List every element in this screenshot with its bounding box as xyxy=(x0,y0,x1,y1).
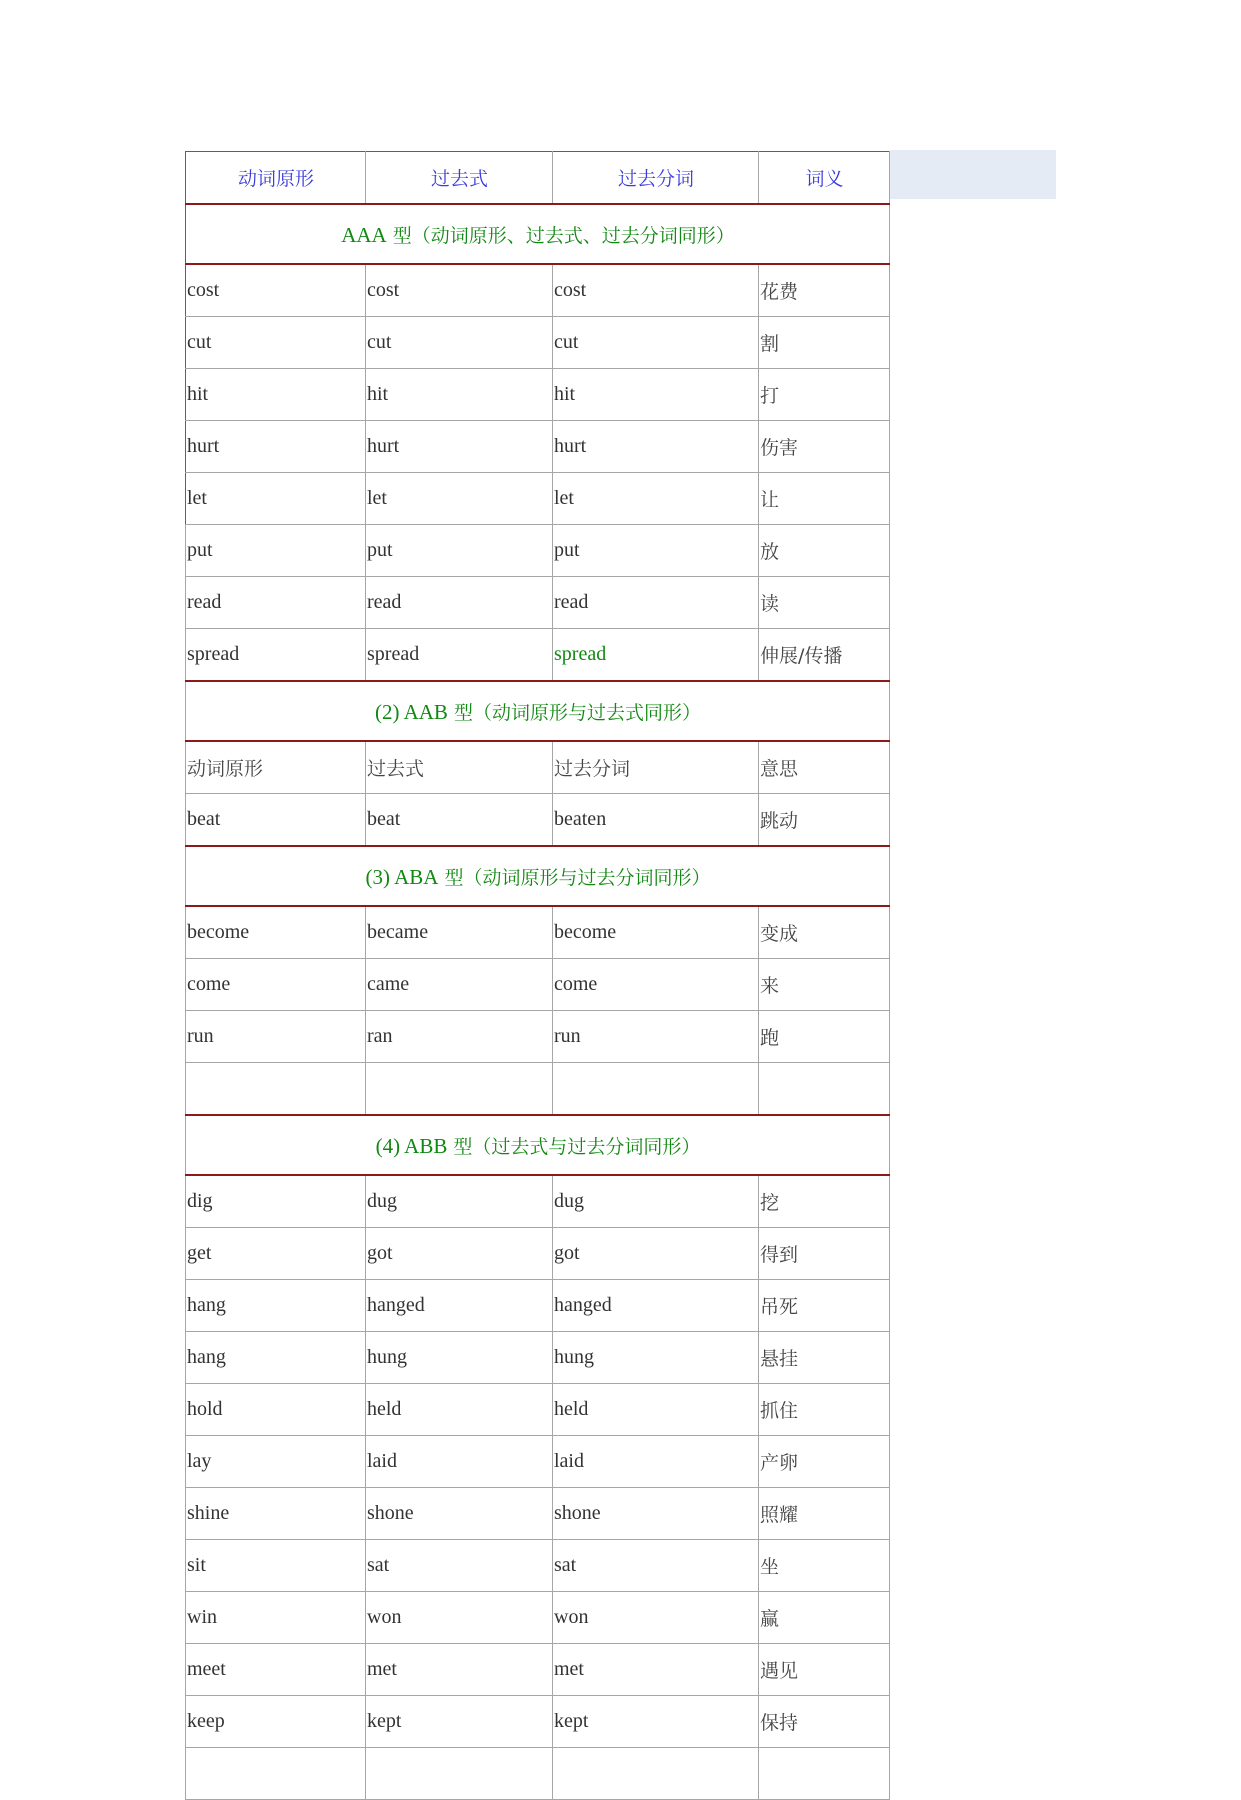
past-tense-cell: became xyxy=(366,906,553,959)
empty-cell xyxy=(186,1063,366,1116)
base-form-cell: spread xyxy=(186,629,366,682)
table-row xyxy=(186,1540,890,1592)
base-form-cell: come xyxy=(186,959,366,1011)
meaning-cell: 挖 xyxy=(759,1175,890,1228)
past-tense-cell: sat xyxy=(366,1540,553,1592)
meaning-cell: 割 xyxy=(759,317,890,369)
table-row xyxy=(186,317,890,369)
past-participle-cell: sat xyxy=(553,1540,759,1592)
meaning-cell: 花费 xyxy=(759,264,890,317)
section-title xyxy=(186,681,890,741)
table-row xyxy=(186,525,890,577)
past-tense-cell: cut xyxy=(366,317,553,369)
meaning-cell: 悬挂 xyxy=(759,1332,890,1384)
past-tense-cell: shone xyxy=(366,1488,553,1540)
past-participle-cell: met xyxy=(553,1644,759,1696)
past-tense-cell: 过去式 xyxy=(366,741,553,794)
table-row xyxy=(186,1696,890,1748)
past-participle-cell: spread xyxy=(553,629,759,682)
past-participle-cell: become xyxy=(553,906,759,959)
meaning-cell: 放 xyxy=(759,525,890,577)
past-tense-cell: cost xyxy=(366,264,553,317)
table-row xyxy=(186,1644,890,1696)
past-participle-cell: cut xyxy=(553,317,759,369)
past-participle-cell: hurt xyxy=(553,421,759,473)
table-row xyxy=(186,1332,890,1384)
past-participle-cell: won xyxy=(553,1592,759,1644)
header-meaning: 词义 xyxy=(759,152,890,205)
base-form-cell: sit xyxy=(186,1540,366,1592)
table-row-cut-off xyxy=(186,1748,890,1800)
past-tense-cell: beat xyxy=(366,794,553,847)
meaning-cell: 意思 xyxy=(759,741,890,794)
base-form-cell: lay xyxy=(186,1436,366,1488)
table-row xyxy=(186,1592,890,1644)
base-form-cell: hit xyxy=(186,369,366,421)
past-participle-cell: put xyxy=(553,525,759,577)
irregular-verb-table xyxy=(185,151,890,1800)
table-row xyxy=(186,629,890,682)
base-form-cell: cut xyxy=(186,317,366,369)
past-tense-cell: met xyxy=(366,1644,553,1696)
section-title-en: (2) AAB xyxy=(375,699,448,724)
meaning-cell: 照耀 xyxy=(759,1488,890,1540)
base-form-cell: cost xyxy=(186,264,366,317)
section-title-en: AAA xyxy=(341,222,387,247)
past-tense-cell: let xyxy=(366,473,553,525)
empty-cell xyxy=(759,1748,890,1800)
past-participle-cell: come xyxy=(553,959,759,1011)
meaning-cell: 吊死 xyxy=(759,1280,890,1332)
past-tense-cell: spread xyxy=(366,629,553,682)
table-row xyxy=(186,577,890,629)
table-row xyxy=(186,1011,890,1063)
past-participle-cell: cost xyxy=(553,264,759,317)
table-row xyxy=(186,1280,890,1332)
header-past-tense: 过去式 xyxy=(366,152,553,205)
section-title xyxy=(186,1115,890,1175)
section-title xyxy=(186,846,890,906)
meaning-cell: 赢 xyxy=(759,1592,890,1644)
past-tense-cell: hanged xyxy=(366,1280,553,1332)
base-form-cell: hang xyxy=(186,1332,366,1384)
base-form-cell: win xyxy=(186,1592,366,1644)
past-participle-cell: 过去分词 xyxy=(553,741,759,794)
section-title-row xyxy=(186,846,890,906)
header-shade xyxy=(890,150,1056,199)
base-form-cell: keep xyxy=(186,1696,366,1748)
past-tense-cell: got xyxy=(366,1228,553,1280)
empty-cell xyxy=(553,1063,759,1116)
past-tense-cell: hit xyxy=(366,369,553,421)
table-row xyxy=(186,473,890,525)
empty-cell xyxy=(366,1063,553,1116)
section-title-en: (4) ABB xyxy=(375,1133,448,1158)
table-row xyxy=(186,1175,890,1228)
base-form-cell: hurt xyxy=(186,421,366,473)
empty-cell xyxy=(553,1748,759,1800)
table-row xyxy=(186,959,890,1011)
past-tense-cell: held xyxy=(366,1384,553,1436)
empty-cell xyxy=(186,1748,366,1800)
meaning-cell: 坐 xyxy=(759,1540,890,1592)
past-tense-cell: came xyxy=(366,959,553,1011)
past-participle-cell: held xyxy=(553,1384,759,1436)
base-form-cell: shine xyxy=(186,1488,366,1540)
section-title-cn: 型（动词原形与过去分词同形） xyxy=(438,866,711,889)
past-participle-cell: hanged xyxy=(553,1280,759,1332)
base-form-cell: read xyxy=(186,577,366,629)
section-title-cn: 型（动词原形、过去式、过去分词同形） xyxy=(386,224,735,247)
past-participle-cell: beaten xyxy=(553,794,759,847)
past-participle-cell: kept xyxy=(553,1696,759,1748)
past-tense-cell: won xyxy=(366,1592,553,1644)
base-form-cell: dig xyxy=(186,1175,366,1228)
meaning-cell: 变成 xyxy=(759,906,890,959)
base-form-cell: become xyxy=(186,906,366,959)
meaning-cell: 得到 xyxy=(759,1228,890,1280)
section-title-row xyxy=(186,681,890,741)
table-row xyxy=(186,264,890,317)
past-tense-cell: read xyxy=(366,577,553,629)
base-form-cell: hang xyxy=(186,1280,366,1332)
base-form-cell: run xyxy=(186,1011,366,1063)
past-participle-cell: run xyxy=(553,1011,759,1063)
past-tense-cell: dug xyxy=(366,1175,553,1228)
meaning-cell: 打 xyxy=(759,369,890,421)
meaning-cell: 读 xyxy=(759,577,890,629)
base-form-cell: meet xyxy=(186,1644,366,1696)
past-participle-cell: got xyxy=(553,1228,759,1280)
past-participle-cell: laid xyxy=(553,1436,759,1488)
table-row xyxy=(186,1488,890,1540)
table-row xyxy=(186,906,890,959)
base-form-cell: get xyxy=(186,1228,366,1280)
past-tense-cell: ran xyxy=(366,1011,553,1063)
section-title xyxy=(186,204,890,264)
meaning-cell: 伸展/传播 xyxy=(759,629,890,682)
past-participle-cell: read xyxy=(553,577,759,629)
past-participle-cell: let xyxy=(553,473,759,525)
header-base-form: 动词原形 xyxy=(186,152,366,205)
past-participle-cell: hung xyxy=(553,1332,759,1384)
empty-cell xyxy=(759,1063,890,1116)
section-title-en: (3) ABA xyxy=(365,864,439,889)
base-form-cell: hold xyxy=(186,1384,366,1436)
base-form-cell: put xyxy=(186,525,366,577)
meaning-cell: 保持 xyxy=(759,1696,890,1748)
empty-cell xyxy=(366,1748,553,1800)
meaning-cell: 跑 xyxy=(759,1011,890,1063)
table-row xyxy=(186,741,890,794)
table-row xyxy=(186,794,890,847)
section-title-cn: 型（过去式与过去分词同形） xyxy=(447,1135,701,1158)
past-participle-cell: hit xyxy=(553,369,759,421)
past-tense-cell: hurt xyxy=(366,421,553,473)
table-row xyxy=(186,1228,890,1280)
meaning-cell: 抓住 xyxy=(759,1384,890,1436)
table-row xyxy=(186,1436,890,1488)
section-title-cn: 型（动词原形与过去式同形） xyxy=(447,701,701,724)
section-title-row xyxy=(186,1115,890,1175)
header-past-participle: 过去分词 xyxy=(553,152,759,205)
section-title-row xyxy=(186,204,890,264)
empty-row xyxy=(186,1063,890,1116)
past-tense-cell: hung xyxy=(366,1332,553,1384)
base-form-cell: let xyxy=(186,473,366,525)
past-tense-cell: laid xyxy=(366,1436,553,1488)
table-row xyxy=(186,369,890,421)
base-form-cell: beat xyxy=(186,794,366,847)
base-form-cell: 动词原形 xyxy=(186,741,366,794)
past-participle-cell: dug xyxy=(553,1175,759,1228)
past-participle-cell: shone xyxy=(553,1488,759,1540)
meaning-cell: 来 xyxy=(759,959,890,1011)
meaning-cell: 遇见 xyxy=(759,1644,890,1696)
meaning-cell: 让 xyxy=(759,473,890,525)
past-tense-cell: kept xyxy=(366,1696,553,1748)
past-tense-cell: put xyxy=(366,525,553,577)
meaning-cell: 产卵 xyxy=(759,1436,890,1488)
table-row xyxy=(186,1384,890,1436)
table-header-row xyxy=(186,152,890,205)
meaning-cell: 跳动 xyxy=(759,794,890,847)
table-row xyxy=(186,421,890,473)
meaning-cell: 伤害 xyxy=(759,421,890,473)
